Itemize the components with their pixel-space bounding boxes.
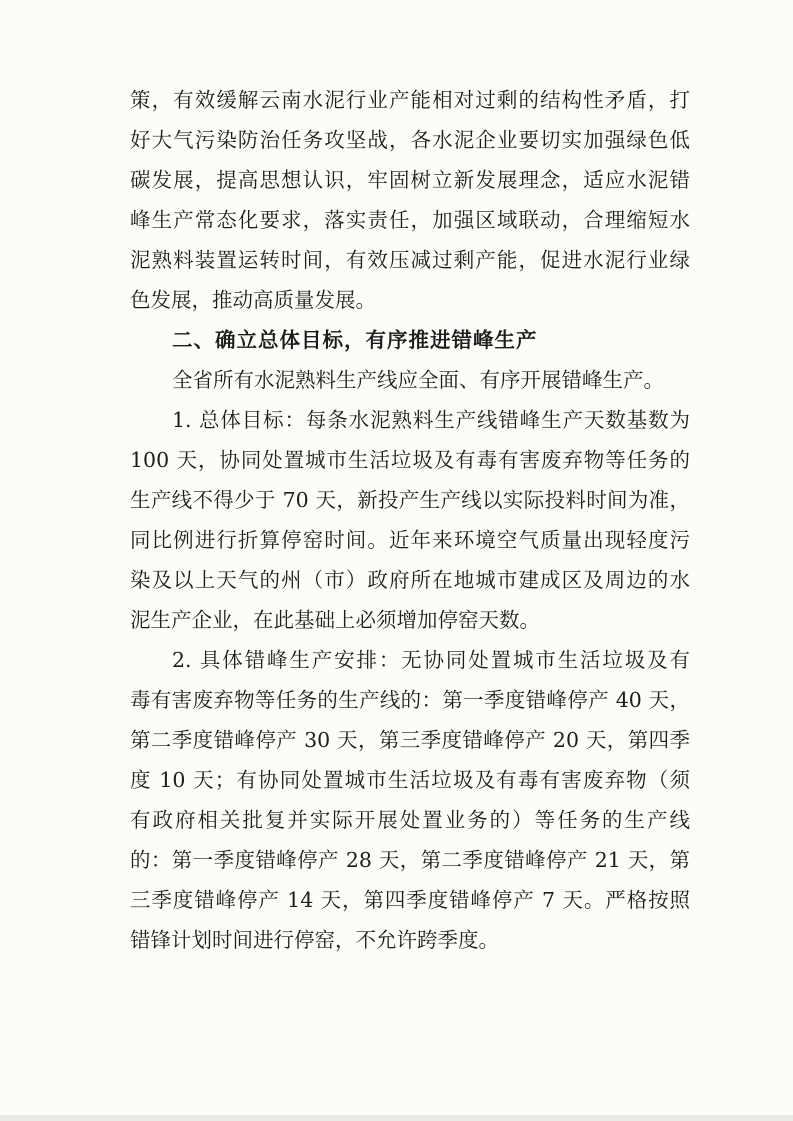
text-line: 峰生产常态化要求，落实责任，加强区域联动，合理缩短水 <box>130 208 690 232</box>
text-line: 2. 具体错峰生产安排：无协同处置城市生活垃圾及有 <box>172 648 690 672</box>
text-line: 策，有效缓解云南水泥行业产能相对过剩的结构性矛盾，打 <box>130 88 690 112</box>
paragraph-overall-goal <box>130 400 690 640</box>
text-line: 第二季度错峰停产 30 天，第三季度错峰停产 20 天，第四季 <box>130 728 690 752</box>
text-line: 1. 总体目标：每条水泥熟料生产线错峰生产天数基数为 <box>172 408 690 432</box>
paragraph-intro <box>130 360 690 400</box>
text-line: 错锋计划时间进行停窑，不允许跨季度。 <box>130 928 499 952</box>
text-line: 的：第一季度错峰停产 28 天，第二季度错峰停产 21 天，第 <box>130 848 690 872</box>
paragraph-continuation <box>130 80 690 320</box>
paragraph-schedule <box>130 640 690 960</box>
text-line: 染及以上天气的州（市）政府所在地城市建成区及周边的水 <box>130 568 690 592</box>
section-heading <box>130 320 690 360</box>
text-line: 全省所有水泥熟料生产线应全面、有序开展错峰生产。 <box>172 368 664 392</box>
text-line: 同比例进行折算停窑时间。近年来环境空气质量出现轻度污 <box>130 528 690 552</box>
text-line: 泥熟料装置运转时间，有效压减过剩产能，促进水泥行业绿 <box>130 248 690 272</box>
text-line: 毒有害废弃物等任务的生产线的：第一季度错峰停产 40 天， <box>130 688 690 712</box>
document-body <box>130 80 690 960</box>
text-line: 碳发展，提高思想认识，牢固树立新发展理念，适应水泥错 <box>130 168 690 192</box>
text-line: 泥生产企业，在此基础上必须增加停窑天数。 <box>130 608 540 632</box>
text-line: 好大气污染防治任务攻坚战，各水泥企业要切实加强绿色低 <box>130 128 690 152</box>
heading-text: 二、确立总体目标，有序推进错峰生产 <box>172 328 538 352</box>
text-line: 生产线不得少于 70 天，新投产生产线以实际投料时间为准， <box>130 488 690 512</box>
text-line: 度 10 天；有协同处置城市生活垃圾及有毒有害废弃物（须 <box>130 768 690 792</box>
text-line: 100 天，协同处置城市生活垃圾及有毒有害废弃物等任务的 <box>130 448 690 472</box>
text-line: 色发展，推动高质量发展。 <box>130 288 376 312</box>
page-bottom-edge <box>0 1115 793 1121</box>
text-line: 有政府相关批复并实际开展处置业务的）等任务的生产线 <box>130 808 690 832</box>
text-line: 三季度错峰停产 14 天，第四季度错峰停产 7 天。严格按照 <box>130 888 690 912</box>
